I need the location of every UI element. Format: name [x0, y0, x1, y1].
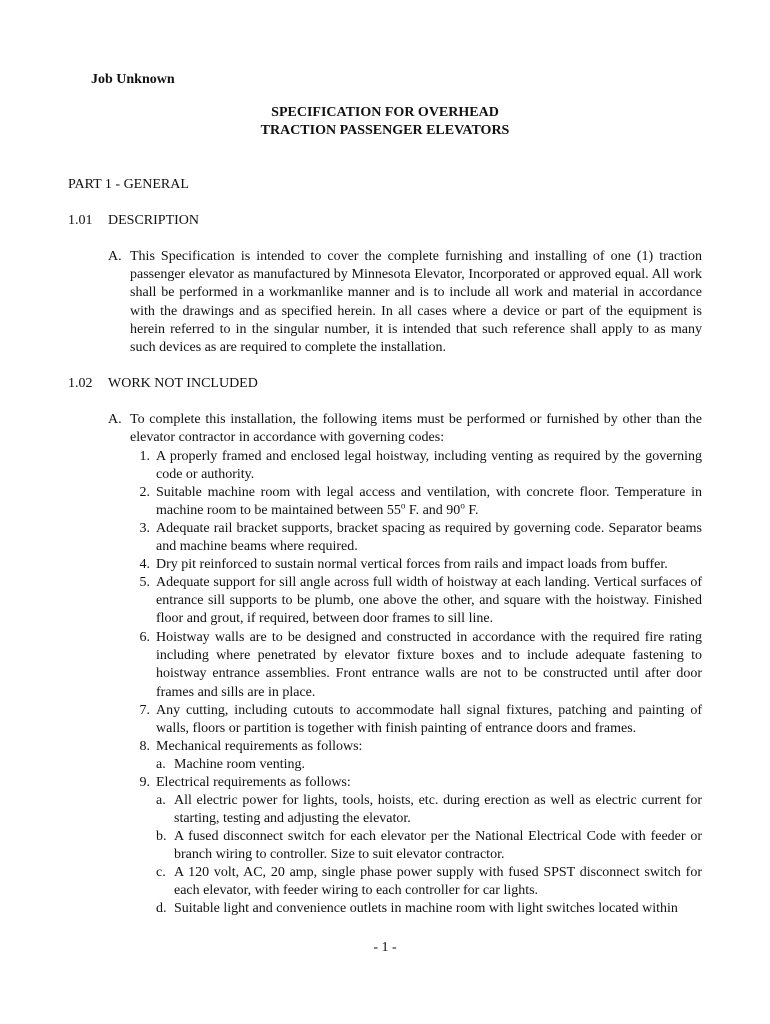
list-item	[139, 702, 702, 738]
sub-item-text: All electric power for lights, tools, hoists, etc. during erection as well as electric current for starting, testing and adjusting the elevator.	[174, 793, 702, 827]
section-title: WORK NOT INCLUDED	[108, 376, 258, 391]
item-text: Dry pit reinforced to sustain normal vertical forces from rails and impact loads from buffer.	[156, 557, 668, 572]
page-number: - 1 -	[373, 940, 397, 955]
item-number: 9.	[139, 775, 150, 790]
section-heading-1-02	[68, 375, 258, 393]
sub-item-label: d.	[156, 901, 167, 916]
item-text: Electrical requirements as follows:	[156, 775, 351, 790]
description-paragraph	[108, 248, 702, 357]
item-text: Any cutting, including cutouts to accommodate hall signal fixtures, patching and painting of walls, floors or partition is together with finish painting of entrance doors and frames.	[156, 703, 702, 737]
list-item	[139, 738, 702, 756]
sub-item-label: a.	[156, 757, 166, 772]
paragraph-label: A.	[108, 412, 122, 427]
list-item	[139, 574, 702, 629]
degree-symbol: o	[400, 500, 406, 511]
item-number: 5.	[139, 575, 150, 590]
item-number: 2.	[139, 485, 150, 500]
document-title-line-2: TRACTION PASSENGER ELEVATORS	[260, 123, 510, 138]
item-text: Adequate rail bracket supports, bracket spacing as required by governing code. Separator beams and machine beams where required.	[156, 521, 702, 555]
section-number: 1.01	[68, 213, 93, 228]
list-item	[139, 448, 702, 484]
sub-item	[156, 792, 702, 828]
item-number: 4.	[139, 557, 150, 572]
item-text: Mechanical requirements as follows:	[156, 739, 363, 754]
list-item	[139, 556, 702, 574]
item-text: Suitable machine room with legal access and ventilation, with concrete floor. Temperature in machine room to be maintained between 55$^o$ F. and 90$^o$ F.	[156, 485, 702, 519]
sub-item	[156, 900, 702, 918]
sub-item	[156, 828, 702, 864]
list-item	[139, 629, 702, 702]
sub-item-label: b.	[156, 829, 167, 844]
sub-item-text: Machine room venting.	[174, 757, 306, 772]
sub-item-text: A fused disconnect switch for each elevator per the National Electrical Code with feeder or branch wiring to controller. Size to suit elevator contractor.	[174, 829, 702, 863]
part-heading: PART 1 - GENERAL	[68, 177, 189, 192]
sub-item-text: Suitable light and convenience outlets in machine room with light switches located within	[174, 901, 678, 916]
work-not-included-intro	[108, 411, 702, 447]
section-number: 1.02	[68, 376, 93, 391]
list-item	[139, 520, 702, 556]
item-number: 7.	[139, 703, 150, 718]
item-number: 1.	[139, 449, 150, 464]
sub-item	[156, 756, 702, 774]
item-text: A properly framed and enclosed legal hoistway, including venting as required by the governing code or authority.	[156, 449, 702, 483]
paragraph-text: To complete this installation, the following items must be performed or furnished by other than the elevator contractor in accordance with governing codes:	[130, 412, 702, 446]
sub-item-label: a.	[156, 793, 166, 808]
list-item	[139, 774, 702, 792]
section-title: DESCRIPTION	[108, 213, 200, 228]
item-number: 3.	[139, 521, 150, 536]
item-text: Adequate support for sill angle across full width of hoistway at each landing. Vertical surfaces of entrance sill supports to be plumb, one above the other, and square with the hoistway. Finished floor and grout, if required, between door frames to sill line.	[156, 575, 702, 627]
paragraph-text: This Specification is intended to cover the complete furnishing and installing of one (1) traction passenger elevator as manufactured by Minnesota Elevator, Incorporated or approved equal. All work shall be performed in a workmanlike manner and is to include all work and material in accordance with the drawings and as specified herein. In all cases where a device or part of the equipment is herein referred to in the singular number, it is intended that such reference shall apply to as many such devices as are required to complete the installation.	[130, 249, 702, 356]
item-text: Hoistway walls are to be designed and constructed in accordance with the required fire rating including where penetrated by elevator fixture boxes and to include adequate fastening to hoistway entrance assemblies. Front entrance walls are not to be constructed until after door frames and sills are in place.	[156, 630, 702, 700]
paragraph-label: A.	[108, 249, 122, 264]
degree-symbol: o	[460, 500, 465, 511]
list-item	[139, 484, 702, 520]
sub-item-label: c.	[156, 865, 166, 880]
document-title-line-1: SPECIFICATION FOR OVERHEAD	[271, 105, 499, 120]
section-heading-1-01	[68, 212, 199, 230]
item-number: 6.	[139, 630, 150, 645]
sub-item	[156, 864, 702, 900]
item-number: 8.	[139, 739, 150, 754]
sub-item-text: A 120 volt, AC, 20 amp, single phase power supply with fused SPST disconnect switch for each elevator, with feeder wiring to each controller for car lights.	[174, 865, 702, 899]
job-label: Job Unknown	[91, 72, 175, 87]
